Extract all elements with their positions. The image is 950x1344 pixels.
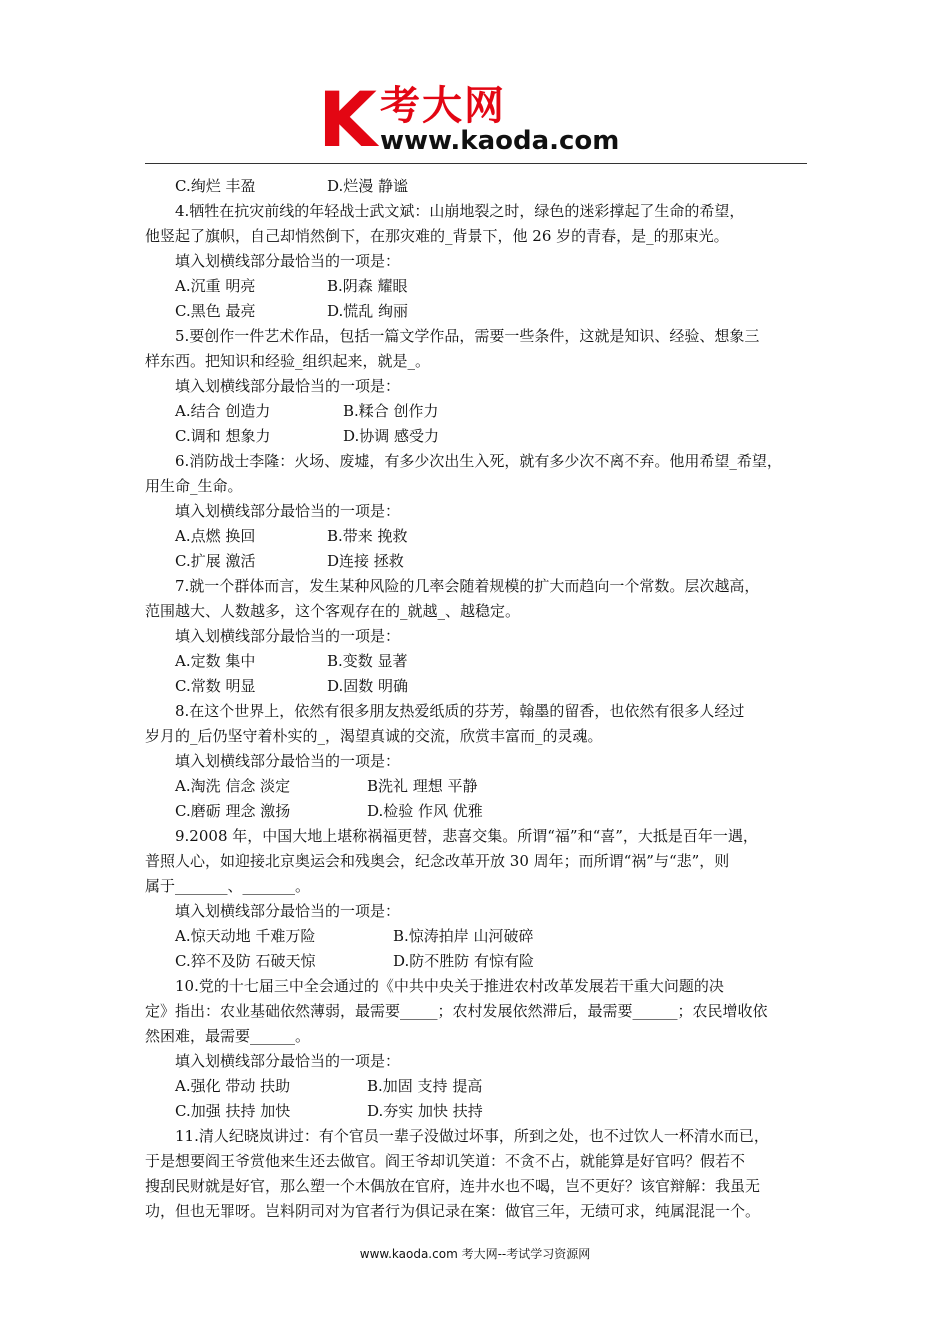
- logo-url: www.kaoda.com: [380, 126, 620, 156]
- paragraph-line: 定》指出：农业基础依然薄弱，最需要_____；农村发展依然滞后，最需要______；农民增收依: [145, 1002, 768, 1020]
- answer-option: C.黑色 最亮: [175, 302, 256, 320]
- paragraph-line: 功，但也无罪呀。岂料阴司对为官者行为俱记录在案：做官三年，无绩可求，纯属混混一个。: [145, 1202, 761, 1220]
- answer-options-row: [145, 399, 807, 424]
- answer-options-row: [145, 424, 807, 449]
- paragraph-line: 于是想要阎王爷赏他来生还去做官。阎王爷却讥笑道：不贪不占，就能算是好官吗？假若不: [145, 1152, 746, 1170]
- answer-option: D.防不胜防 有惊有险: [393, 952, 535, 970]
- answer-option: D连接 拯救: [327, 552, 404, 570]
- answer-option: C.常数 明显: [175, 677, 256, 695]
- answer-option: D.检验 作风 优雅: [367, 802, 483, 820]
- paragraph-line: 他竖起了旗帜，自己却悄然倒下，在那灾难的_背景下，他 26 岁的青春，是_的那束光。: [145, 227, 729, 245]
- answer-option: C.扩展 激活: [175, 552, 256, 570]
- answer-options-row: [145, 774, 807, 799]
- answer-option: C.绚烂 丰盈: [175, 177, 256, 195]
- answer-option: B洗礼 理想 平静: [367, 777, 478, 795]
- site-logo: [318, 75, 648, 164]
- paragraph-line: 普照人心，如迎接北京奥运会和残奥会，纪念改革开放 30 周年；而所谓“祸”与“悲”，则: [145, 852, 730, 870]
- answer-option: A.强化 带动 扶助: [175, 1077, 291, 1095]
- answer-option: A.定数 集中: [175, 652, 256, 670]
- paragraph-line-indented: 填入划横线部分最恰当的一项是：: [175, 902, 401, 920]
- paragraph-line-indented: 填入划横线部分最恰当的一项是：: [175, 627, 401, 645]
- answer-option: D.固数 明确: [327, 677, 409, 695]
- answer-option: C.磨砺 理念 激扬: [175, 802, 291, 820]
- answer-option: B.惊涛拍岸 山河破碎: [393, 927, 534, 945]
- answer-option: C.加强 扶持 加快: [175, 1102, 291, 1120]
- answer-option: D.烂漫 静谧: [327, 177, 409, 195]
- answer-options-row: [145, 299, 807, 324]
- answer-option: A.沉重 明亮: [175, 277, 256, 295]
- answer-option: B.加固 支持 提高: [367, 1077, 483, 1095]
- paragraph-line-indented: 8.在这个世界上，依然有很多朋友热爱纸质的芬芳，翰墨的留香，也依然有很多人经过: [175, 702, 745, 720]
- paragraph-line: 样东西。把知识和经验_组织起来，就是_。: [145, 352, 431, 370]
- answer-option: B.阴森 耀眼: [327, 277, 408, 295]
- paragraph-line: 搜刮民财就是好官，那么塑一个木偶放在官府，连井水也不喝，岂不更好？该官辩解：我虽无: [145, 1177, 761, 1195]
- answer-options-row: [145, 649, 807, 674]
- paragraph-line: 岁月的_后仍坚守着朴实的_，渴望真诚的交流，欣赏丰富而_的灵魂。: [145, 727, 603, 745]
- answer-option: B.糅合 创作力: [343, 402, 439, 420]
- answer-option: A.结合 创造力: [175, 402, 271, 420]
- logo-k-mark: K: [318, 75, 377, 164]
- paragraph-line-indented: 填入划横线部分最恰当的一项是：: [175, 502, 401, 520]
- answer-options-row: [145, 674, 807, 699]
- paragraph-line-indented: 填入划横线部分最恰当的一项是：: [175, 752, 401, 770]
- answer-options-row: [145, 799, 807, 824]
- paragraph-line: 属于_______、_______。: [145, 877, 311, 895]
- answer-option: B.带来 挽救: [327, 527, 408, 545]
- answer-option: D.夯实 加快 扶持: [367, 1102, 483, 1120]
- answer-options-row: [145, 1099, 807, 1124]
- paragraph-line-indented: 4.牺牲在抗灾前线的年轻战士武文斌：山崩地裂之时，绿色的迷彩撑起了生命的希望，: [175, 202, 745, 220]
- paragraph-line: 然困难，最需要______。: [145, 1027, 311, 1045]
- answer-options-row: [145, 174, 807, 199]
- paragraph-line-indented: 填入划横线部分最恰当的一项是：: [175, 252, 401, 270]
- answer-option: D.慌乱 绚丽: [327, 302, 409, 320]
- paragraph-line-indented: 11.清人纪晓岚讲过：有个官员一辈子没做过坏事，所到之处，也不过饮人一杯清水而已，: [175, 1127, 769, 1145]
- answer-option: D.协调 感受力: [343, 427, 440, 445]
- answer-option: A.点燃 换回: [175, 527, 256, 545]
- answer-option: C.调和 想象力: [175, 427, 271, 445]
- paragraph-line-indented: 填入划横线部分最恰当的一项是：: [175, 377, 401, 395]
- answer-option: B.变数 显著: [327, 652, 408, 670]
- header-divider: [145, 163, 807, 164]
- paragraph-line-indented: 填入划横线部分最恰当的一项是：: [175, 1052, 401, 1070]
- answer-options-row: [145, 274, 807, 299]
- paragraph-line-indented: 9.2008 年，中国大地上堪称祸福更替，悲喜交集。所谓“福”和“喜”，大抵是百年一遇，: [175, 827, 758, 845]
- answer-options-row: [145, 1074, 807, 1099]
- answer-option: C.猝不及防 石破天惊: [175, 952, 316, 970]
- logo-chinese-name: 考大网: [380, 83, 506, 129]
- answer-options-row: [145, 524, 807, 549]
- paragraph-line: 范围越大、人数越多，这个客观存在的_就越_、越稳定。: [145, 602, 521, 620]
- paragraph-line-indented: 6.消防战士李隆：火场、废墟，有多少次出生入死，就有多少次不离不弃。他用希望_希望，: [175, 452, 782, 470]
- document-body: [145, 174, 807, 1224]
- answer-option: A.淘洗 信念 淡定: [175, 777, 291, 795]
- paragraph-line-indented: 7.就一个群体而言，发生某种风险的几率会随着规模的扩大而趋向一个常数。层次越高，: [175, 577, 760, 595]
- paragraph-line-indented: 10.党的十七届三中全会通过的《中共中央关于推进农村改革发展若干重大问题的决: [175, 977, 724, 995]
- answer-options-row: [145, 549, 807, 574]
- answer-options-row: [145, 949, 807, 974]
- page-footer: www.kaoda.com 考大网--考试学习资源网: [359, 1247, 591, 1261]
- answer-options-row: [145, 924, 807, 949]
- answer-option: A.惊天动地 千难万险: [175, 927, 316, 945]
- paragraph-line: 用生命_生命。: [145, 477, 243, 495]
- paragraph-line-indented: 5.要创作一件艺术作品，包括一篇文学作品，需要一些条件，这就是知识、经验、想象三: [175, 327, 760, 345]
